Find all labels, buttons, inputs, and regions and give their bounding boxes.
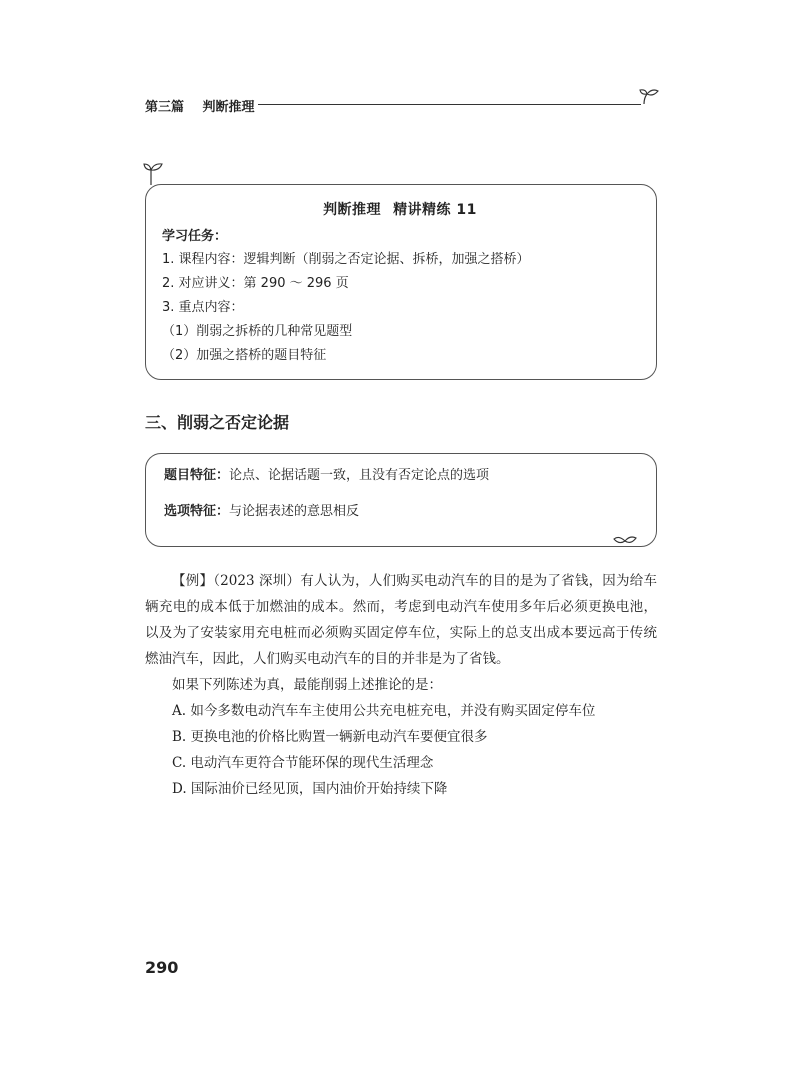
option-feature-label: 选项特征：	[164, 504, 230, 519]
sprout-icon	[613, 533, 637, 547]
header-section: 判断推理	[202, 100, 255, 115]
feature-box	[145, 453, 657, 547]
option-feature-text: 与论据表述的意思相反	[229, 504, 360, 519]
task-line: 2. 对应讲义：第 290 ～ 296 页	[162, 276, 349, 291]
task-heading: 学习任务：	[162, 229, 228, 244]
section-title: 三、削弱之否定论据	[145, 413, 290, 432]
sprout-icon	[638, 86, 662, 106]
task-box-title	[162, 199, 638, 219]
header-rule	[258, 104, 641, 105]
header-part: 第三篇	[145, 100, 185, 115]
question-stem: 如果下列陈述为真，最能削弱上述推论的是：	[172, 677, 442, 693]
task-line: （1）削弱之拆桥的几种常见题型	[162, 324, 353, 339]
task-line: （2）加强之搭桥的题目特征	[162, 348, 327, 363]
option-b: B. 更换电池的价格比购置一辆新电动汽车要便宜很多	[172, 729, 488, 745]
question-feature-text: 论点、论据话题一致，且没有否定论点的选项	[229, 468, 490, 483]
question-feature	[164, 466, 638, 486]
task-line: 3. 重点内容：	[162, 300, 244, 315]
question-feature-label: 题目特征：	[164, 468, 230, 483]
study-task-box	[145, 184, 657, 380]
running-header	[145, 96, 255, 115]
option-c: C. 电动汽车更符合节能环保的现代生活理念	[172, 755, 434, 771]
option-feature	[164, 502, 638, 522]
option-a: A. 如今多数电动汽车车主使用公共充电桩充电，并没有购买固定停车位	[172, 703, 596, 719]
task-title-sub: 精讲精练 11	[393, 202, 477, 218]
task-title-main: 判断推理	[323, 202, 382, 218]
option-d: D. 国际油价已经见顶，国内油价开始持续下降	[172, 781, 448, 797]
task-line: 1. 课程内容：逻辑判断（削弱之否定论据、拆桥，加强之搭桥）	[162, 252, 530, 267]
example-question	[145, 568, 657, 802]
example-paragraph: 【例】（2023 深圳）有人认为，人们购买电动汽车的目的是为了省钱，因为给车辆充电的成本低于加燃油的成本。然而，考虑到电动汽车使用多年后必须更换电池，以及为了安装家用充电桩而必须购买固定停车位，实际上的总支出成本要远高于传统燃油汽车，因此，人们购买电动汽车的目的并非是为了省钱。	[145, 573, 657, 667]
sprout-icon	[142, 158, 166, 186]
page-number: 290	[145, 958, 179, 977]
